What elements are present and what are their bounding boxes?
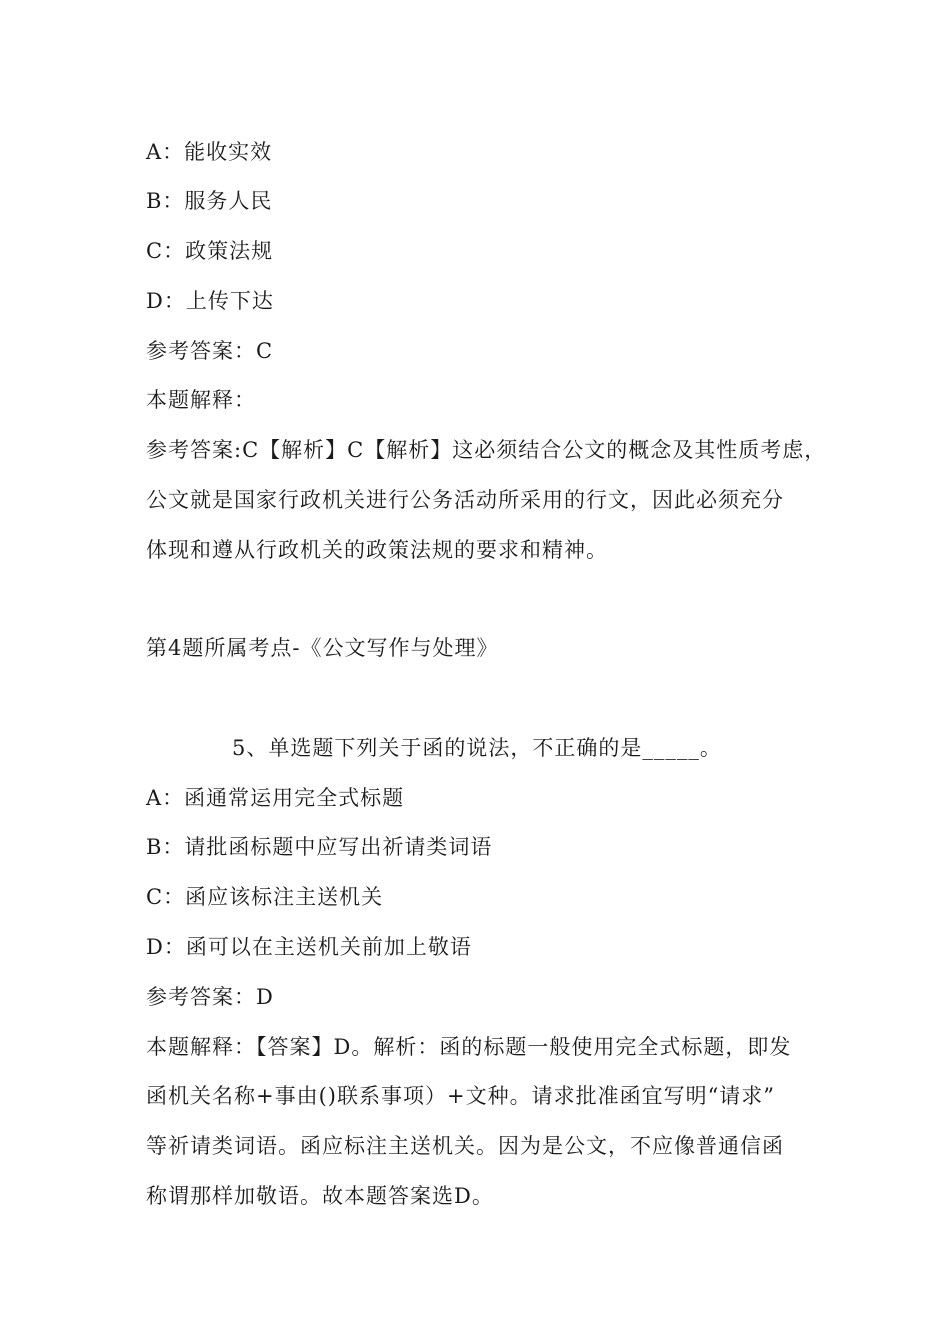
q4-option-b: B：服务人民 bbox=[146, 189, 273, 213]
q5-option-d: D：函可以在主送机关前加上敬语 bbox=[146, 935, 472, 959]
q5-option-a: A：函通常运用完全式标题 bbox=[146, 786, 405, 810]
q4-option-d: D：上传下达 bbox=[146, 289, 274, 313]
q4-answer: 参考答案：C bbox=[146, 339, 274, 363]
q4-explanation-line: 公文就是国家行政机关进行公务活动所采用的行文，因此必须充分 bbox=[146, 488, 784, 512]
q4-option-a: A：能收实效 bbox=[146, 140, 273, 164]
q4-explanation-label: 本题解释： bbox=[146, 388, 256, 412]
q5-option-b: B：请批函标题中应写出祈请类词语 bbox=[146, 835, 493, 859]
q4-explanation-line: 参考答案:C【解析】C【解析】这必须结合公文的概念及其性质考虑， bbox=[146, 438, 827, 462]
q5-explanation-line: 函机关名称+事由()联系事项）+文种。请求批准函宜写明“请求” bbox=[146, 1084, 776, 1108]
q4-explanation-line: 体现和遵从行政机关的政策法规的要求和精神。 bbox=[146, 538, 608, 562]
q5-question: 5、单选题下列关于函的说法，不正确的是_____。 bbox=[232, 736, 722, 760]
q5-explanation-line: 等祈请类词语。函应标注主送机关。因为是公文，不应像普通信函 bbox=[146, 1134, 784, 1158]
q5-explanation-line: 称谓那样加敬语。故本题答案选D。 bbox=[146, 1184, 494, 1208]
q5-answer: 参考答案：D bbox=[146, 985, 274, 1009]
q5-option-c: C：函应该标注主送机关 bbox=[146, 885, 384, 909]
q5-explanation-line: 本题解释：【答案】D。解析：函的标题一般使用完全式标题，即发 bbox=[146, 1035, 792, 1059]
q4-topic: 第4题所属考点-《公文写作与处理》 bbox=[146, 636, 499, 660]
q4-option-c: C：政策法规 bbox=[146, 239, 274, 263]
